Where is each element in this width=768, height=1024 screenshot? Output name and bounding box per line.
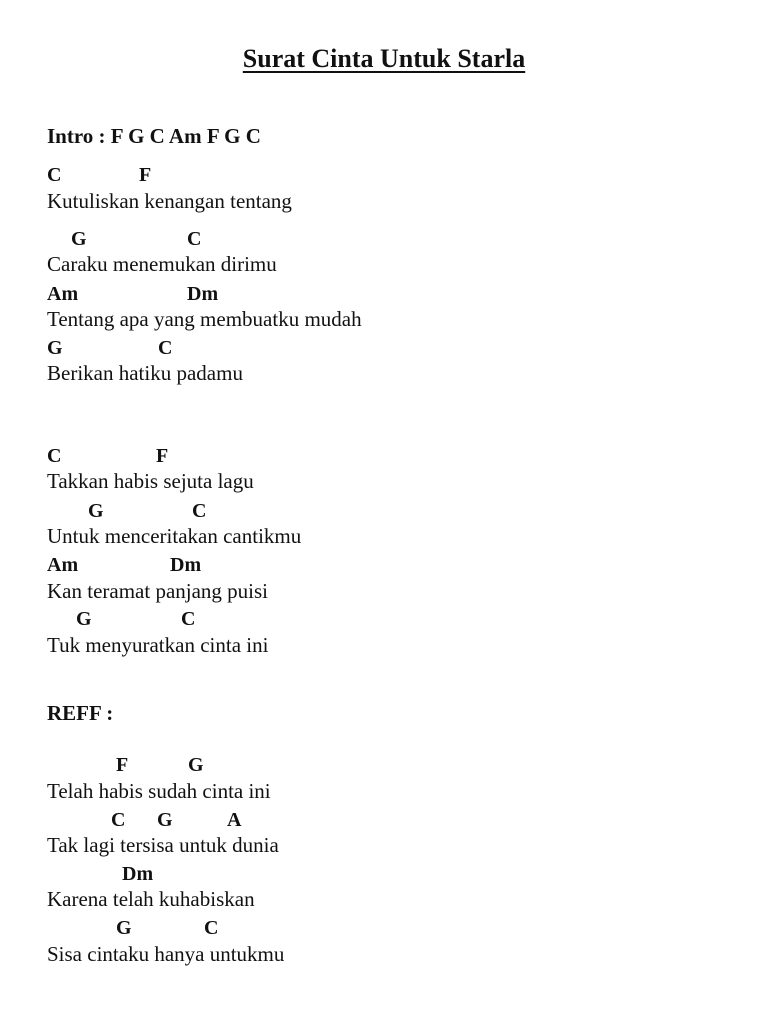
lyric-line: Tak lagi tersisa untuk dunia (47, 833, 279, 857)
chord-line (0, 917, 768, 941)
chord: C (47, 445, 62, 467)
chord-line (0, 283, 768, 307)
lyric-line: Kutuliskan kenangan tentang (47, 189, 292, 213)
lyric-line: Takkan habis sejuta lagu (47, 469, 254, 493)
chord: Dm (170, 554, 202, 576)
chord: C (187, 228, 202, 250)
chord-line (0, 809, 768, 833)
chord-line (0, 228, 768, 252)
chord: F (116, 754, 129, 776)
chord: Dm (122, 863, 154, 885)
chord: G (157, 809, 173, 831)
chord: Dm (187, 283, 219, 305)
lyric-line: Kan teramat panjang puisi (47, 579, 269, 603)
chord: A (227, 809, 242, 831)
chord-line (0, 337, 768, 361)
chord: G (116, 917, 132, 939)
lyric-line: Berikan hatiku padamu (47, 361, 243, 385)
chord: C (111, 809, 126, 831)
intro-chords: Intro : F G C Am F G C (47, 124, 261, 148)
lyric-line: Telah habis sudah cinta ini (47, 779, 271, 803)
chord: F (139, 164, 152, 186)
lyric-line: Karena telah kuhabiskan (47, 887, 255, 911)
lyric-line: Sisa cintaku hanya untukmu (47, 942, 285, 966)
lyric-line: Tuk menyuratkan cinta ini (47, 633, 269, 657)
chord-line (0, 445, 768, 469)
lyric-line: Caraku menemukan dirimu (47, 252, 277, 276)
chord-line (0, 164, 768, 188)
chord-line (0, 554, 768, 578)
lyric-line: Untuk menceritakan cantikmu (47, 524, 302, 548)
chord: C (158, 337, 173, 359)
chord: G (88, 500, 104, 522)
lyric-line: Tentang apa yang membuatku mudah (47, 307, 362, 331)
chord: F (156, 445, 169, 467)
chord: C (192, 500, 207, 522)
chord-line (0, 754, 768, 778)
chord: G (71, 228, 87, 250)
chord: Am (47, 283, 79, 305)
song-title: Surat Cinta Untuk Starla (242, 44, 526, 73)
chord: G (76, 608, 92, 630)
reff-label: REFF : (47, 701, 114, 725)
chord: G (188, 754, 204, 776)
chord: C (181, 608, 196, 630)
chord: G (47, 337, 63, 359)
chord: C (47, 164, 62, 186)
chord-line (0, 500, 768, 524)
chord-line (0, 608, 768, 632)
chord: C (204, 917, 219, 939)
chord: Am (47, 554, 79, 576)
chord-line (0, 863, 768, 887)
